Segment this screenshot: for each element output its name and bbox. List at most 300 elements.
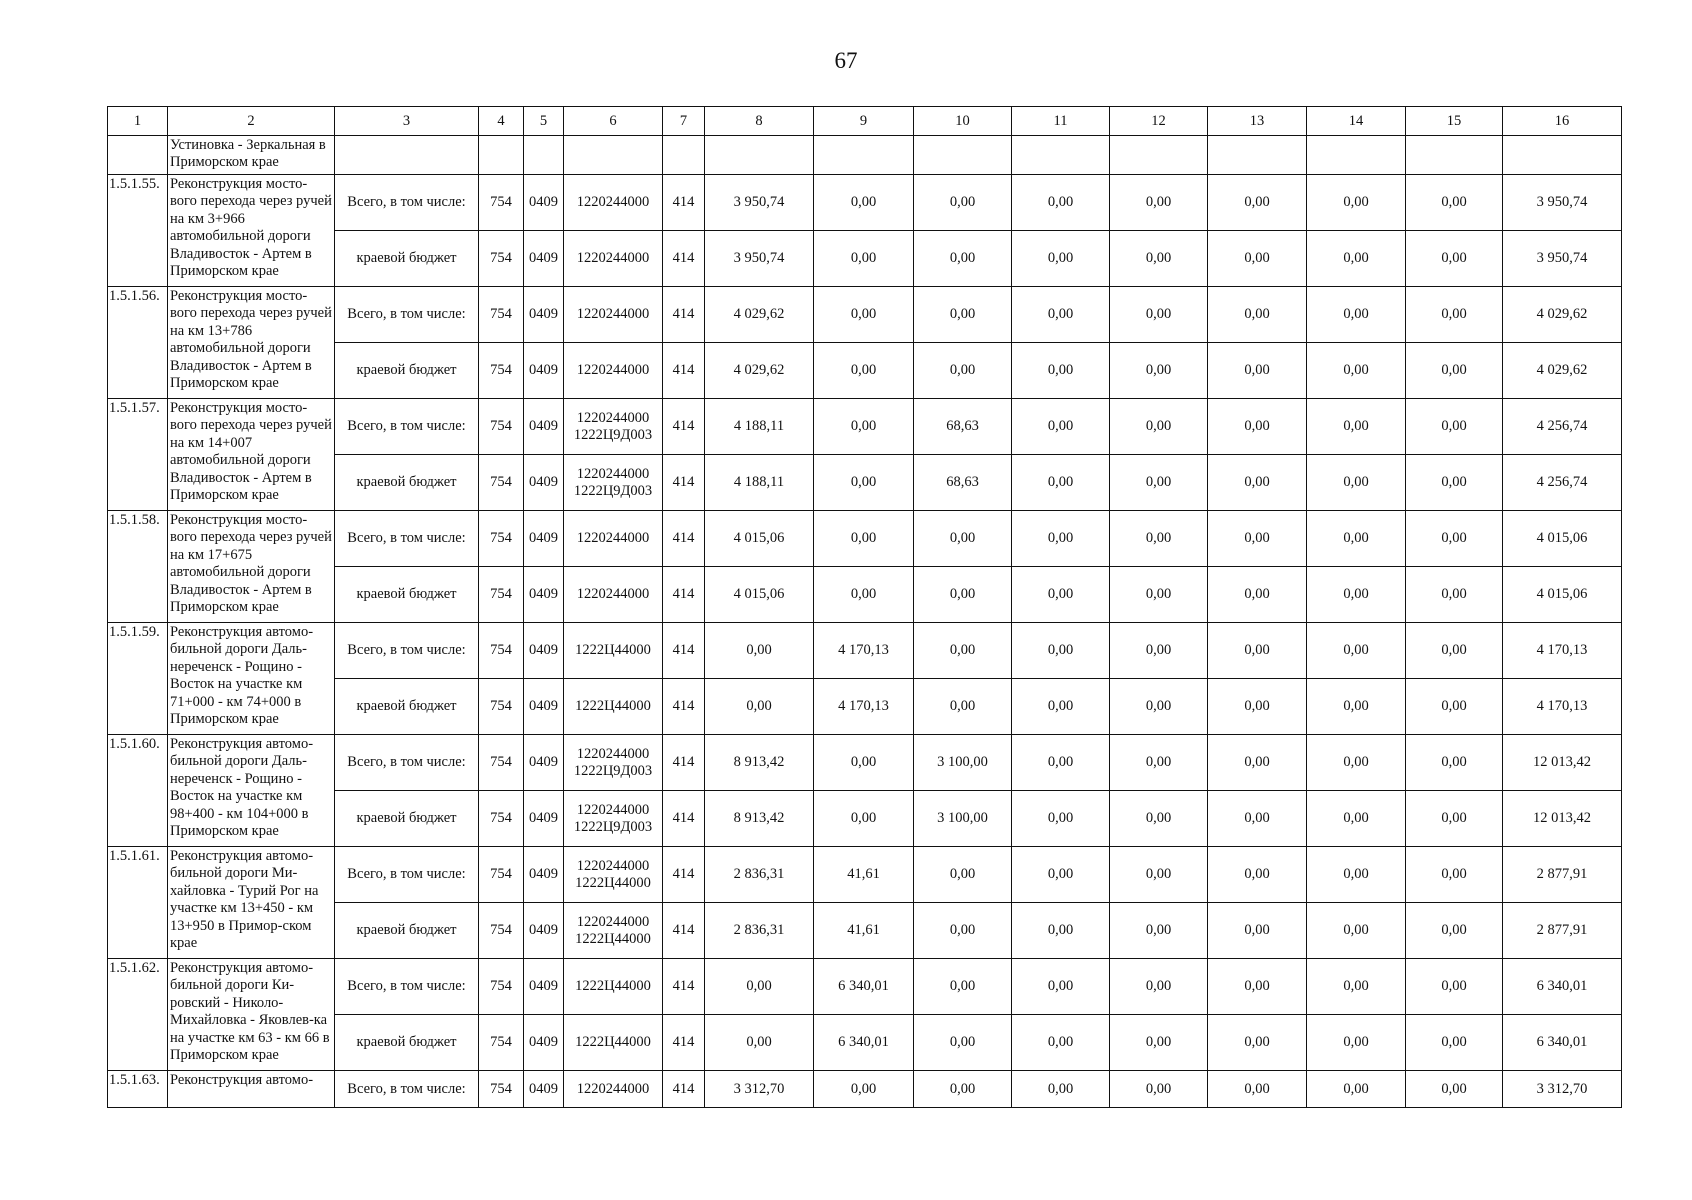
funding-type-cell: Всего, в том числе: — [335, 287, 479, 343]
value-cell-c8: 4 188,11 — [705, 399, 814, 455]
value-cell-c11: 0,00 — [1012, 455, 1110, 511]
column-header: 6 — [564, 107, 663, 136]
value-cell-c14: 0,00 — [1307, 511, 1406, 567]
cell — [524, 136, 564, 175]
value-cell-c16: 2 877,91 — [1503, 903, 1622, 959]
value-cell-c9: 0,00 — [814, 455, 914, 511]
value-cell-c16: 6 340,01 — [1503, 959, 1622, 1015]
value-cell-c16: 2 877,91 — [1503, 847, 1622, 903]
value-cell-c10: 68,63 — [914, 455, 1012, 511]
value-cell-c5: 0409 — [524, 1015, 564, 1071]
object-name-cell: Реконструкция мосто-вого перехода через ручей на км 3+966 автомобильной дороги Владивосток - Артем в Приморском крае — [168, 175, 335, 287]
value-cell-c12: 0,00 — [1110, 791, 1208, 847]
value-cell-c14: 0,00 — [1307, 399, 1406, 455]
budget-code: 1222Ц9Д003 — [573, 818, 653, 835]
value-cell-c14: 0,00 — [1307, 623, 1406, 679]
table-row — [108, 287, 1622, 343]
value-cell-c9: 0,00 — [814, 287, 914, 343]
column-header: 12 — [1110, 107, 1208, 136]
budget-code-cell — [564, 847, 663, 903]
budget-code: 1220244000 — [576, 250, 650, 267]
value-cell-c14: 0,00 — [1307, 287, 1406, 343]
value-cell-c4: 754 — [479, 623, 524, 679]
object-name-cell: Реконструкция мосто-вого перехода через ручей на км 17+675 автомобильной дороги Владивосток - Артем в Приморском крае — [168, 511, 335, 623]
value-cell-c5: 0409 — [524, 959, 564, 1015]
value-cell-c13: 0,00 — [1208, 175, 1307, 231]
value-cell-c7: 414 — [663, 455, 705, 511]
value-cell-c9: 41,61 — [814, 847, 914, 903]
value-cell-c10: 0,00 — [914, 567, 1012, 623]
value-cell-c7: 414 — [663, 847, 705, 903]
cell — [335, 136, 479, 175]
column-header: 2 — [168, 107, 335, 136]
value-cell-c9: 41,61 — [814, 903, 914, 959]
value-cell-c11: 0,00 — [1012, 287, 1110, 343]
cell — [814, 136, 914, 175]
value-cell-c5: 0409 — [524, 791, 564, 847]
column-header: 16 — [1503, 107, 1622, 136]
value-cell-c11: 0,00 — [1012, 679, 1110, 735]
budget-code-cell — [564, 567, 663, 623]
value-cell-c4: 754 — [479, 175, 524, 231]
table-row — [108, 136, 1622, 175]
table-body — [108, 136, 1622, 1108]
column-header: 8 — [705, 107, 814, 136]
budget-code: 1220244000 — [576, 801, 650, 818]
value-cell-c16: 3 950,74 — [1503, 231, 1622, 287]
value-cell-c9: 6 340,01 — [814, 959, 914, 1015]
value-cell-c12: 0,00 — [1110, 511, 1208, 567]
value-cell-c15: 0,00 — [1406, 399, 1503, 455]
value-cell-c13: 0,00 — [1208, 791, 1307, 847]
table-row — [108, 175, 1622, 231]
budget-code: 1222Ц9Д003 — [573, 482, 653, 499]
funding-type-cell: Всего, в том числе: — [335, 175, 479, 231]
value-cell-c9: 0,00 — [814, 1071, 914, 1108]
value-cell-c15: 0,00 — [1406, 567, 1503, 623]
value-cell-c5: 0409 — [524, 567, 564, 623]
object-name-cell: Реконструкция автомо-бильной дороги Ки-ровский - Николо-Михайловка - Яковлев-ка на участке км 63 - км 66 в Приморском крае — [168, 959, 335, 1071]
funding-type-cell: Всего, в том числе: — [335, 735, 479, 791]
value-cell-c9: 0,00 — [814, 343, 914, 399]
value-cell-c10: 0,00 — [914, 1015, 1012, 1071]
budget-code: 1220244000 — [576, 465, 650, 482]
value-cell-c9: 0,00 — [814, 231, 914, 287]
value-cell-c15: 0,00 — [1406, 791, 1503, 847]
column-header: 3 — [335, 107, 479, 136]
value-cell-c15: 0,00 — [1406, 679, 1503, 735]
budget-code-cell — [564, 455, 663, 511]
value-cell-c8: 8 913,42 — [705, 735, 814, 791]
value-cell-c8: 0,00 — [705, 623, 814, 679]
value-cell-c15: 0,00 — [1406, 959, 1503, 1015]
item-number-cell: 1.5.1.59. — [108, 623, 168, 735]
value-cell-c13: 0,00 — [1208, 1071, 1307, 1108]
value-cell-c10: 0,00 — [914, 903, 1012, 959]
value-cell-c4: 754 — [479, 959, 524, 1015]
value-cell-c7: 414 — [663, 959, 705, 1015]
value-cell-c11: 0,00 — [1012, 567, 1110, 623]
value-cell-c11: 0,00 — [1012, 399, 1110, 455]
value-cell-c4: 754 — [479, 567, 524, 623]
funding-type-cell: краевой бюджет — [335, 791, 479, 847]
value-cell-c8: 2 836,31 — [705, 903, 814, 959]
budget-code: 1220244000 — [576, 586, 650, 603]
value-cell-c9: 0,00 — [814, 511, 914, 567]
value-cell-c13: 0,00 — [1208, 679, 1307, 735]
value-cell-c8: 2 836,31 — [705, 847, 814, 903]
value-cell-c8: 4 015,06 — [705, 511, 814, 567]
budget-code: 1220244000 — [576, 857, 650, 874]
budget-code-cell — [564, 511, 663, 567]
column-header: 7 — [663, 107, 705, 136]
value-cell-c16: 3 950,74 — [1503, 175, 1622, 231]
budget-code: 1220244000 — [576, 1080, 650, 1097]
value-cell-c9: 0,00 — [814, 735, 914, 791]
value-cell-c10: 0,00 — [914, 959, 1012, 1015]
value-cell-c14: 0,00 — [1307, 959, 1406, 1015]
budget-code: 1220244000 — [576, 913, 650, 930]
value-cell-c14: 0,00 — [1307, 735, 1406, 791]
value-cell-c11: 0,00 — [1012, 735, 1110, 791]
table-row — [108, 791, 1622, 847]
funding-type-cell: Всего, в том числе: — [335, 959, 479, 1015]
value-cell-c10: 3 100,00 — [914, 735, 1012, 791]
column-header: 14 — [1307, 107, 1406, 136]
value-cell-c16: 4 256,74 — [1503, 399, 1622, 455]
budget-table — [107, 106, 1622, 1108]
funding-type-cell: краевой бюджет — [335, 679, 479, 735]
funding-type-cell: краевой бюджет — [335, 343, 479, 399]
value-cell-c15: 0,00 — [1406, 1015, 1503, 1071]
value-cell-c12: 0,00 — [1110, 1015, 1208, 1071]
value-cell-c8: 4 015,06 — [705, 567, 814, 623]
value-cell-c13: 0,00 — [1208, 1015, 1307, 1071]
value-cell-c8: 3 950,74 — [705, 231, 814, 287]
value-cell-c8: 8 913,42 — [705, 791, 814, 847]
value-cell-c8: 0,00 — [705, 959, 814, 1015]
budget-code-cell — [564, 903, 663, 959]
value-cell-c7: 414 — [663, 287, 705, 343]
budget-code: 1220244000 — [576, 409, 650, 426]
value-cell-c4: 754 — [479, 399, 524, 455]
value-cell-c9: 4 170,13 — [814, 679, 914, 735]
value-cell-c5: 0409 — [524, 679, 564, 735]
value-cell-c11: 0,00 — [1012, 175, 1110, 231]
table-row — [108, 1015, 1622, 1071]
budget-code: 1220244000 — [576, 362, 650, 379]
value-cell-c14: 0,00 — [1307, 1015, 1406, 1071]
column-header: 15 — [1406, 107, 1503, 136]
value-cell-c11: 0,00 — [1012, 231, 1110, 287]
value-cell-c15: 0,00 — [1406, 623, 1503, 679]
value-cell-c7: 414 — [663, 623, 705, 679]
budget-code-cell — [564, 1015, 663, 1071]
cell — [663, 136, 705, 175]
value-cell-c12: 0,00 — [1110, 287, 1208, 343]
value-cell-c11: 0,00 — [1012, 1071, 1110, 1108]
value-cell-c14: 0,00 — [1307, 1071, 1406, 1108]
budget-code: 1220244000 — [576, 306, 650, 323]
table-row — [108, 623, 1622, 679]
funding-type-cell: Всего, в том числе: — [335, 1071, 479, 1108]
value-cell-c5: 0409 — [524, 735, 564, 791]
table-row — [108, 679, 1622, 735]
value-cell-c15: 0,00 — [1406, 287, 1503, 343]
funding-type-cell: краевой бюджет — [335, 567, 479, 623]
funding-type-cell: краевой бюджет — [335, 903, 479, 959]
budget-code: 1222Ц9Д003 — [573, 426, 653, 443]
value-cell-c10: 0,00 — [914, 679, 1012, 735]
value-cell-c5: 0409 — [524, 511, 564, 567]
value-cell-c11: 0,00 — [1012, 959, 1110, 1015]
value-cell-c4: 754 — [479, 343, 524, 399]
value-cell-c13: 0,00 — [1208, 231, 1307, 287]
budget-code: 1222Ц9Д003 — [573, 762, 653, 779]
item-number-cell: 1.5.1.56. — [108, 287, 168, 399]
value-cell-c16: 4 170,13 — [1503, 679, 1622, 735]
value-cell-c15: 0,00 — [1406, 735, 1503, 791]
value-cell-c15: 0,00 — [1406, 231, 1503, 287]
value-cell-c7: 414 — [663, 231, 705, 287]
value-cell-c12: 0,00 — [1110, 1071, 1208, 1108]
budget-code: 1222Ц44000 — [575, 874, 651, 891]
table-header — [108, 107, 1622, 136]
column-header: 10 — [914, 107, 1012, 136]
value-cell-c11: 0,00 — [1012, 791, 1110, 847]
budget-code-cell — [564, 343, 663, 399]
value-cell-c12: 0,00 — [1110, 847, 1208, 903]
value-cell-c12: 0,00 — [1110, 679, 1208, 735]
column-header: 13 — [1208, 107, 1307, 136]
value-cell-c11: 0,00 — [1012, 623, 1110, 679]
value-cell-c5: 0409 — [524, 847, 564, 903]
funding-type-cell: краевой бюджет — [335, 231, 479, 287]
value-cell-c10: 0,00 — [914, 623, 1012, 679]
object-name-cell: Реконструкция автомо-бильной дороги Даль-нереченск - Рощино - Восток на участке км 71+000 - км 74+000 в Приморском крае — [168, 623, 335, 735]
item-number-cell: 1.5.1.60. — [108, 735, 168, 847]
value-cell-c9: 0,00 — [814, 567, 914, 623]
value-cell-c7: 414 — [663, 791, 705, 847]
value-cell-c8: 4 029,62 — [705, 287, 814, 343]
value-cell-c12: 0,00 — [1110, 903, 1208, 959]
value-cell-c16: 3 312,70 — [1503, 1071, 1622, 1108]
value-cell-c7: 414 — [663, 735, 705, 791]
value-cell-c10: 0,00 — [914, 847, 1012, 903]
value-cell-c11: 0,00 — [1012, 847, 1110, 903]
value-cell-c13: 0,00 — [1208, 567, 1307, 623]
value-cell-c9: 0,00 — [814, 791, 914, 847]
value-cell-c14: 0,00 — [1307, 455, 1406, 511]
value-cell-c13: 0,00 — [1208, 847, 1307, 903]
value-cell-c15: 0,00 — [1406, 903, 1503, 959]
value-cell-c4: 754 — [479, 903, 524, 959]
value-cell-c5: 0409 — [524, 399, 564, 455]
value-cell-c4: 754 — [479, 455, 524, 511]
value-cell-c7: 414 — [663, 1015, 705, 1071]
value-cell-c7: 414 — [663, 399, 705, 455]
item-number-cell: 1.5.1.58. — [108, 511, 168, 623]
value-cell-c4: 754 — [479, 847, 524, 903]
funding-type-cell: Всего, в том числе: — [335, 399, 479, 455]
value-cell-c16: 4 029,62 — [1503, 343, 1622, 399]
funding-type-cell: Всего, в том числе: — [335, 623, 479, 679]
value-cell-c5: 0409 — [524, 343, 564, 399]
value-cell-c12: 0,00 — [1110, 231, 1208, 287]
value-cell-c5: 0409 — [524, 623, 564, 679]
value-cell-c12: 0,00 — [1110, 455, 1208, 511]
budget-code-cell — [564, 679, 663, 735]
cell — [108, 136, 168, 175]
value-cell-c12: 0,00 — [1110, 343, 1208, 399]
table-row — [108, 231, 1622, 287]
item-number-cell: 1.5.1.62. — [108, 959, 168, 1071]
table-row — [108, 903, 1622, 959]
object-name-cell: Реконструкция автомо-бильной дороги Даль-нереченск - Рощино - Восток на участке км 98+400 - км 104+000 в Приморском крае — [168, 735, 335, 847]
cell — [1012, 136, 1110, 175]
value-cell-c8: 3 950,74 — [705, 175, 814, 231]
object-name-cell: Устиновка - Зеркальная в Приморском крае — [168, 136, 335, 175]
budget-code-cell — [564, 287, 663, 343]
funding-type-cell: Всего, в том числе: — [335, 847, 479, 903]
budget-code: 1222Ц44000 — [575, 642, 651, 659]
value-cell-c16: 4 015,06 — [1503, 511, 1622, 567]
table-row — [108, 399, 1622, 455]
column-header: 4 — [479, 107, 524, 136]
cell — [479, 136, 524, 175]
value-cell-c10: 0,00 — [914, 511, 1012, 567]
budget-code-cell — [564, 1071, 663, 1108]
value-cell-c7: 414 — [663, 903, 705, 959]
value-cell-c12: 0,00 — [1110, 175, 1208, 231]
value-cell-c11: 0,00 — [1012, 903, 1110, 959]
value-cell-c12: 0,00 — [1110, 623, 1208, 679]
value-cell-c16: 4 029,62 — [1503, 287, 1622, 343]
column-header: 9 — [814, 107, 914, 136]
value-cell-c4: 754 — [479, 1015, 524, 1071]
value-cell-c16: 6 340,01 — [1503, 1015, 1622, 1071]
value-cell-c8: 0,00 — [705, 1015, 814, 1071]
value-cell-c9: 4 170,13 — [814, 623, 914, 679]
value-cell-c12: 0,00 — [1110, 959, 1208, 1015]
budget-code: 1222Ц44000 — [575, 1034, 651, 1051]
value-cell-c13: 0,00 — [1208, 455, 1307, 511]
value-cell-c5: 0409 — [524, 903, 564, 959]
value-cell-c4: 754 — [479, 679, 524, 735]
value-cell-c5: 0409 — [524, 175, 564, 231]
value-cell-c7: 414 — [663, 175, 705, 231]
value-cell-c16: 4 015,06 — [1503, 567, 1622, 623]
value-cell-c13: 0,00 — [1208, 287, 1307, 343]
value-cell-c16: 4 256,74 — [1503, 455, 1622, 511]
value-cell-c12: 0,00 — [1110, 735, 1208, 791]
value-cell-c10: 3 100,00 — [914, 791, 1012, 847]
value-cell-c15: 0,00 — [1406, 511, 1503, 567]
value-cell-c10: 0,00 — [914, 231, 1012, 287]
value-cell-c10: 68,63 — [914, 399, 1012, 455]
value-cell-c15: 0,00 — [1406, 175, 1503, 231]
value-cell-c11: 0,00 — [1012, 1015, 1110, 1071]
value-cell-c14: 0,00 — [1307, 791, 1406, 847]
object-name-cell: Реконструкция мосто-вого перехода через ручей на км 13+786 автомобильной дороги Владивосток - Артем в Приморском крае — [168, 287, 335, 399]
value-cell-c13: 0,00 — [1208, 903, 1307, 959]
value-cell-c15: 0,00 — [1406, 455, 1503, 511]
item-number-cell: 1.5.1.55. — [108, 175, 168, 287]
value-cell-c13: 0,00 — [1208, 511, 1307, 567]
budget-code-cell — [564, 175, 663, 231]
column-header: 11 — [1012, 107, 1110, 136]
value-cell-c5: 0409 — [524, 455, 564, 511]
cell — [1208, 136, 1307, 175]
cell — [564, 136, 663, 175]
value-cell-c13: 0,00 — [1208, 399, 1307, 455]
funding-type-cell: краевой бюджет — [335, 455, 479, 511]
table-row — [108, 567, 1622, 623]
budget-code: 1220244000 — [576, 194, 650, 211]
value-cell-c14: 0,00 — [1307, 847, 1406, 903]
column-header: 5 — [524, 107, 564, 136]
value-cell-c15: 0,00 — [1406, 343, 1503, 399]
value-cell-c12: 0,00 — [1110, 567, 1208, 623]
value-cell-c10: 0,00 — [914, 175, 1012, 231]
value-cell-c14: 0,00 — [1307, 175, 1406, 231]
value-cell-c15: 0,00 — [1406, 1071, 1503, 1108]
value-cell-c13: 0,00 — [1208, 623, 1307, 679]
value-cell-c14: 0,00 — [1307, 679, 1406, 735]
cell — [914, 136, 1012, 175]
value-cell-c7: 414 — [663, 567, 705, 623]
value-cell-c10: 0,00 — [914, 1071, 1012, 1108]
budget-code: 1222Ц44000 — [575, 698, 651, 715]
value-cell-c5: 0409 — [524, 1071, 564, 1108]
cell — [705, 136, 814, 175]
page-number: 67 — [834, 48, 858, 73]
budget-code-cell — [564, 399, 663, 455]
value-cell-c13: 0,00 — [1208, 343, 1307, 399]
budget-code: 1222Ц44000 — [575, 930, 651, 947]
value-cell-c9: 0,00 — [814, 399, 914, 455]
value-cell-c4: 754 — [479, 735, 524, 791]
item-number-cell: 1.5.1.61. — [108, 847, 168, 959]
value-cell-c9: 0,00 — [814, 175, 914, 231]
value-cell-c7: 414 — [663, 343, 705, 399]
value-cell-c16: 12 013,42 — [1503, 791, 1622, 847]
object-name-cell: Реконструкция автомо-бильной дороги Ми-хайловка - Турий Рог на участке км 13+450 - км 13+950 в Примор-ском крае — [168, 847, 335, 959]
table-row — [108, 455, 1622, 511]
value-cell-c9: 6 340,01 — [814, 1015, 914, 1071]
value-cell-c14: 0,00 — [1307, 343, 1406, 399]
value-cell-c11: 0,00 — [1012, 511, 1110, 567]
budget-code: 1220244000 — [576, 530, 650, 547]
column-header: 1 — [108, 107, 168, 136]
value-cell-c7: 414 — [663, 1071, 705, 1108]
item-number-cell: 1.5.1.63. — [108, 1071, 168, 1108]
budget-code-cell — [564, 791, 663, 847]
value-cell-c4: 754 — [479, 511, 524, 567]
value-cell-c7: 414 — [663, 679, 705, 735]
table-row — [108, 343, 1622, 399]
value-cell-c4: 754 — [479, 287, 524, 343]
value-cell-c5: 0409 — [524, 231, 564, 287]
value-cell-c16: 4 170,13 — [1503, 623, 1622, 679]
funding-type-cell: Всего, в том числе: — [335, 511, 479, 567]
object-name-cell: Реконструкция мосто-вого перехода через ручей на км 14+007 автомобильной дороги Владивосток - Артем в Приморском крае — [168, 399, 335, 511]
value-cell-c10: 0,00 — [914, 287, 1012, 343]
value-cell-c15: 0,00 — [1406, 847, 1503, 903]
value-cell-c14: 0,00 — [1307, 567, 1406, 623]
cell — [1406, 136, 1503, 175]
value-cell-c5: 0409 — [524, 287, 564, 343]
